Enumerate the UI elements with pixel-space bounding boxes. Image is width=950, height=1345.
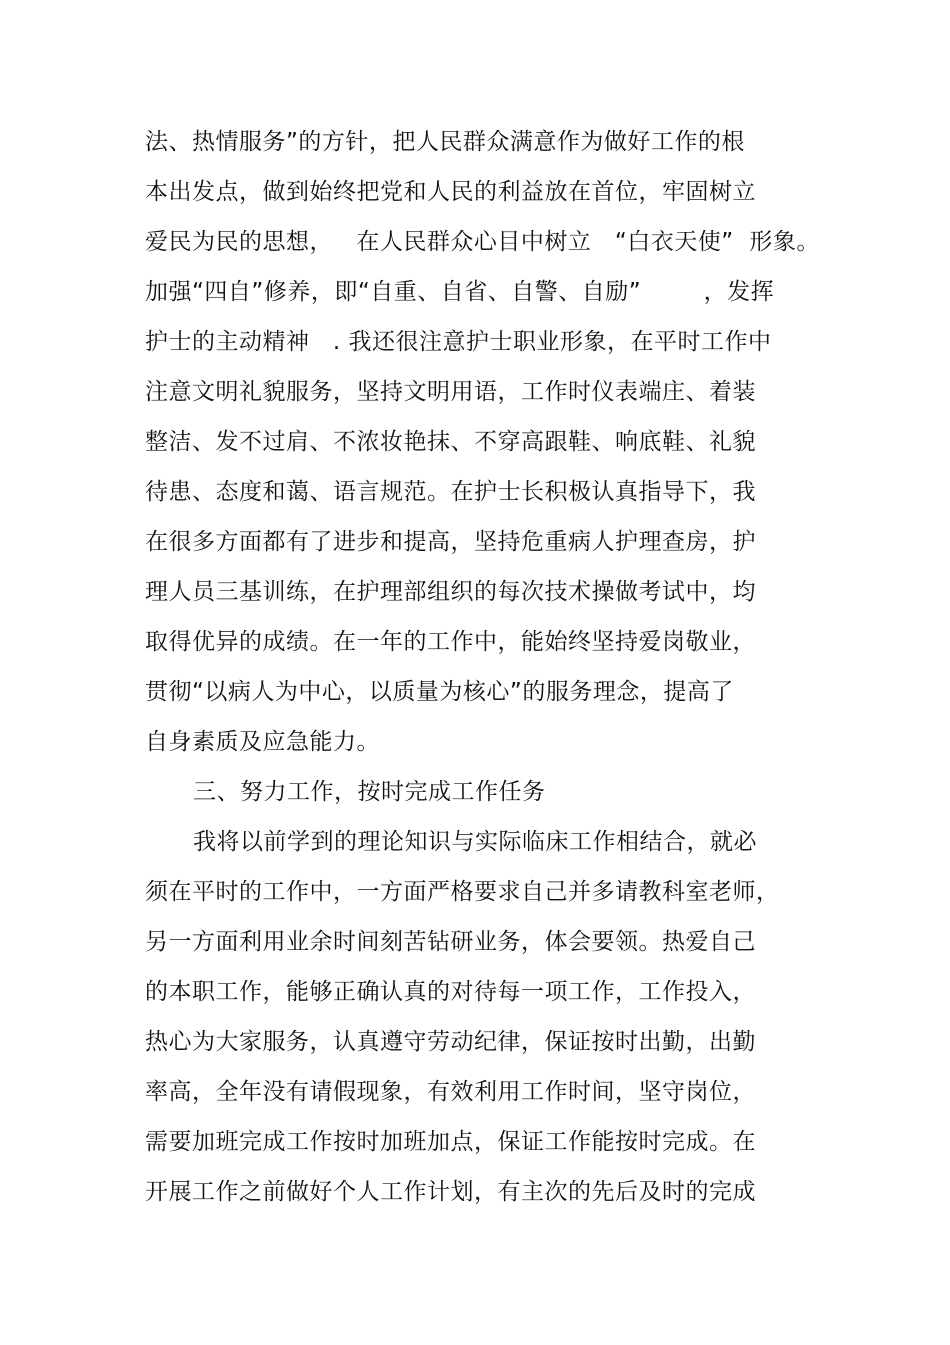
text-line: 另一方面利用业余时间刻苦钻研业务，体会要领。热爱自己 — [145, 929, 756, 955]
text-line: 取得优异的成绩。在一年的工作中，能始终坚持爱岗敬业， — [145, 629, 756, 655]
text-line: 加强“四自”修养，即“自重、自省、自警、自励” ，发挥 — [145, 279, 775, 305]
text-line: 理人员三基训练，在护理部组织的每次技术操做考试中，均 — [145, 579, 756, 605]
text-line: 自身素质及应急能力。 — [145, 729, 380, 755]
text-line: 在很多方面都有了进步和提高，坚持危重病人护理查房，护 — [145, 529, 756, 555]
text-line: 率高，全年没有请假现象，有效利用工作时间，坚守岗位， — [145, 1079, 756, 1105]
text-line: 须在平时的工作中，一方面严格要求自己并多请教科室老师， — [145, 879, 780, 905]
text-line: 爱民为民的思想， 在人民群众心目中树立 “白衣天使” 形象。 — [145, 229, 820, 255]
text-line: 法、热情服务”的方针，把人民群众满意作为做好工作的根 — [145, 129, 745, 155]
text-line: 注意文明礼貌服务，坚持文明用语，工作时仪表端庄、着装 — [145, 379, 756, 405]
section-heading: 三、努力工作，按时完成工作任务 — [193, 779, 546, 805]
text-line: 待患、态度和蔼、语言规范。在护士长积极认真指导下，我 — [145, 479, 756, 505]
text-line: 我将以前学到的理论知识与实际临床工作相结合，就必 — [193, 829, 757, 855]
text-line: 需要加班完成工作按时加班加点，保证工作能按时完成。在 — [145, 1129, 756, 1155]
text-line: 开展工作之前做好个人工作计划，有主次的先后及时的完成 — [145, 1179, 756, 1205]
text-line: 的本职工作，能够正确认真的对待每一项工作，工作投入， — [145, 979, 756, 1005]
text-line: 整洁、发不过肩、不浓妆艳抹、不穿高跟鞋、响底鞋、礼貌 — [145, 429, 756, 455]
text-line: 护士的主动精神 . 我还很注意护士职业形象，在平时工作中 — [145, 329, 772, 355]
text-line: 热心为大家服务，认真遵守劳动纪律，保证按时出勤，出勤 — [145, 1029, 756, 1055]
text-line: 贯彻“以病人为中心，以质量为核心”的服务理念，提高了 — [145, 679, 734, 705]
text-line: 本出发点，做到始终把党和人民的利益放在首位，牢固树立 — [145, 179, 756, 205]
